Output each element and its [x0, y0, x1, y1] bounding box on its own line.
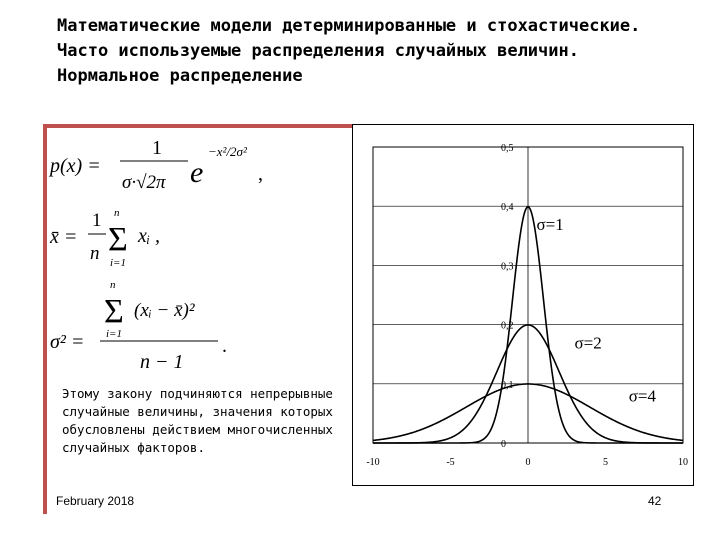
formula-mean-denominator: n — [90, 243, 100, 264]
x-tick-label: -5 — [446, 457, 455, 468]
title-divider — [43, 124, 353, 128]
formula-variance-sum-upper: n — [110, 279, 116, 291]
formula-variance-denominator: n − 1 — [140, 351, 184, 373]
formula-variance-lhs: σ² = — [50, 331, 85, 353]
formula-block — [48, 130, 348, 380]
formula-variance-term: (xᵢ − x̄)² — [134, 300, 195, 321]
y-tick-label: 0,3 — [501, 261, 514, 273]
formula-density-e: e — [190, 156, 204, 189]
y-tick-label: 0,5 — [501, 143, 514, 154]
formula-mean-sigma-sign: Σ — [108, 221, 128, 258]
chart-frame — [352, 124, 694, 486]
footer-date: February 2018 — [56, 494, 135, 508]
formula-density-exponent: −x²/2σ² — [208, 144, 247, 159]
formula-mean-sum-lower: i=1 — [110, 257, 126, 269]
formula-density-comma: , — [258, 163, 263, 185]
y-tick-label: 0,2 — [501, 320, 514, 332]
formula-mean-sum-upper: n — [114, 207, 120, 219]
series-label-sigma-2: σ=2 — [574, 333, 602, 353]
formula-variance-sigma-sign: Σ — [104, 293, 124, 330]
x-tick-label: -10 — [366, 457, 380, 468]
y-tick-label: 0,1 — [501, 379, 514, 391]
formula-density-denominator: σ·√2π — [122, 172, 166, 193]
page-number: 42 — [648, 494, 662, 508]
formula-variance-sum-lower: i=1 — [106, 328, 122, 340]
y-tick-label: 0,4 — [501, 202, 514, 214]
x-tick-label: 0 — [525, 457, 531, 468]
x-tick-label: 10 — [678, 457, 688, 468]
series-label-sigma-4: σ=4 — [628, 386, 657, 406]
y-tick-label: 0 — [501, 439, 506, 450]
x-tick-label: 5 — [603, 457, 608, 468]
body-text: Этому закону подчиняются непрерывные случайные величины, значения которых обусловлены действием многочисленных случайных факторов. — [62, 386, 333, 455]
formula-mean-term: xᵢ , — [138, 225, 161, 247]
normal-distribution-chart — [353, 125, 693, 485]
formula-density-numerator: 1 — [152, 137, 162, 159]
series-label-sigma-1: σ=1 — [536, 214, 564, 234]
formula-mean-lhs: x̄ = — [50, 226, 78, 248]
formula-density-lhs: p(x) = — [50, 155, 101, 177]
slide-title: Математические модели детерминированные и стохастические. Часто используемые распределения случайных величин. Нормальное распределение — [57, 16, 641, 86]
left-accent-bar — [43, 124, 47, 514]
formula-variance-period: . — [222, 335, 227, 357]
formula-mean-numerator: 1 — [92, 210, 102, 231]
